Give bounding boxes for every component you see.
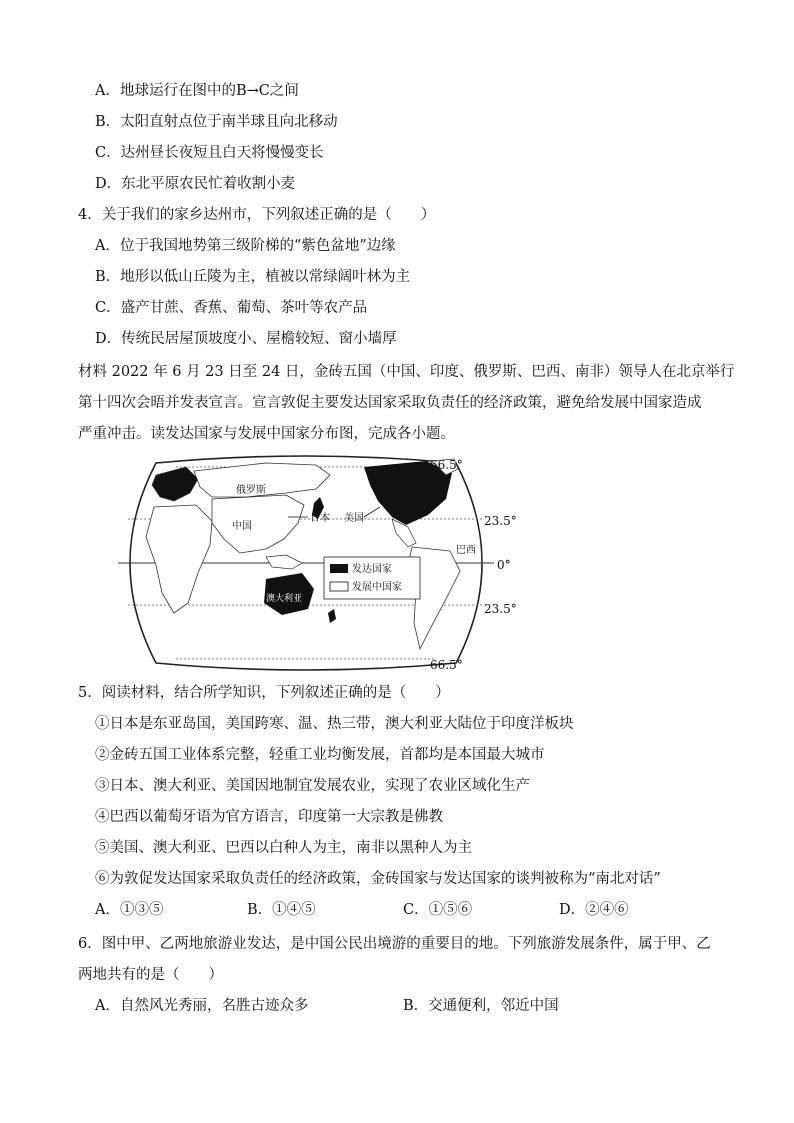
q5-statement-6: ⑥为敦促发达国家采取负责任的经济政策，金砖国家与发达国家的谈判被称为“南北对话” <box>95 871 661 887</box>
label-australia: 澳大利亚 <box>266 594 303 604</box>
q5-options-row <box>0 900 794 920</box>
q3-option-a: A．地球运行在图中的B→C之间 <box>95 83 299 99</box>
q5-statement-4: ④巴西以葡萄牙语为官方语言，印度第一大宗教是佛教 <box>95 809 443 825</box>
q3-option-d: D．东北平原农民忙着收割小麦 <box>95 176 296 192</box>
q5-statement-3: ③日本、澳大利亚、美国因地制宜发展农业，实现了农业区域化生产 <box>95 778 530 794</box>
lat-label-66n: 66.5° <box>430 458 463 472</box>
label-japan: 日本 <box>310 513 330 524</box>
q4-stem: 4．关于我们的家乡达州市，下列叙述正确的是（ ） <box>78 207 436 223</box>
label-brazil: 巴西 <box>456 545 476 556</box>
q6-options-row <box>0 996 794 1016</box>
q6-stem-line-2: 两地共有的是（ ） <box>78 967 223 983</box>
material-line-1: 材料 2022 年 6 月 23 日至 24 日，金砖五国（中国、印度、俄罗斯、巴西、南非）领导人在北京举行 <box>78 364 735 380</box>
q4-option-d: D．传统民居屋顶坡度小、屋檐较短、窗小墙厚 <box>95 331 397 347</box>
legend-swatch-developing <box>330 582 348 591</box>
q5-option-c: C．①⑤⑥ <box>403 902 473 918</box>
lat-label-66s: 66.5° <box>430 658 463 672</box>
q5-option-d: D．②④⑥ <box>559 902 629 918</box>
legend-developing-label: 发展中国家 <box>352 582 402 593</box>
q3-option-b: B．太阳直射点位于南半球且向北移动 <box>95 114 338 130</box>
label-usa: 美国 <box>344 513 364 524</box>
legend-swatch-developed <box>330 564 348 573</box>
lat-label-equator: 0° <box>497 558 511 572</box>
lat-label-23s: 23.5° <box>484 602 517 616</box>
world-map-figure <box>116 453 496 673</box>
q5-stem: 5．阅读材料，结合所学知识，下列叙述正确的是（ ） <box>78 685 450 701</box>
q4-option-b: B．地形以低山丘陵为主，植被以常绿阔叶林为主 <box>95 269 411 285</box>
label-russia: 俄罗斯 <box>236 485 266 496</box>
q6-option-a: A．自然风光秀丽，名胜古迹众多 <box>95 998 309 1014</box>
q3-option-c: C．达州昼长夜短且白天将慢慢变长 <box>95 145 324 161</box>
q6-stem-line-1: 6．图中甲、乙两地旅游业发达，是中国公民出境游的重要目的地。下列旅游发展条件，属于甲、乙 <box>78 936 711 952</box>
label-china: 中国 <box>232 521 252 532</box>
q6-option-b: B．交通便利，邻近中国 <box>403 998 559 1014</box>
q5-statement-5: ⑤美国、澳大利亚、巴西以白种人为主，南非以黑种人为主 <box>95 840 472 856</box>
legend-developed-label: 发达国家 <box>352 564 392 575</box>
q4-option-a: A．位于我国地势第三级阶梯的“紫色盆地”边缘 <box>95 238 396 254</box>
q5-statement-2: ②金砖五国工业体系完整，轻重工业均衡发展，首都均是本国最大城市 <box>95 747 545 763</box>
q4-option-c: C．盛产甘蔗、香蕉、葡萄、茶叶等农产品 <box>95 300 368 316</box>
lat-label-23n: 23.5° <box>484 514 517 528</box>
material-line-3: 严重冲击。读发达国家与发展中国家分布图，完成各小题。 <box>78 426 455 442</box>
q5-statement-1: ①日本是东亚岛国，美国跨寒、温、热三带，澳大利亚大陆位于印度洋板块 <box>95 716 574 732</box>
q5-option-b: B．①④⑤ <box>247 902 316 918</box>
material-line-2: 第十四次会晤并发表宣言。宣言敦促主要发达国家采取负责任的经济政策，避免给发展中国家造成 <box>78 395 702 411</box>
q5-option-a: A．①③⑤ <box>95 902 164 918</box>
